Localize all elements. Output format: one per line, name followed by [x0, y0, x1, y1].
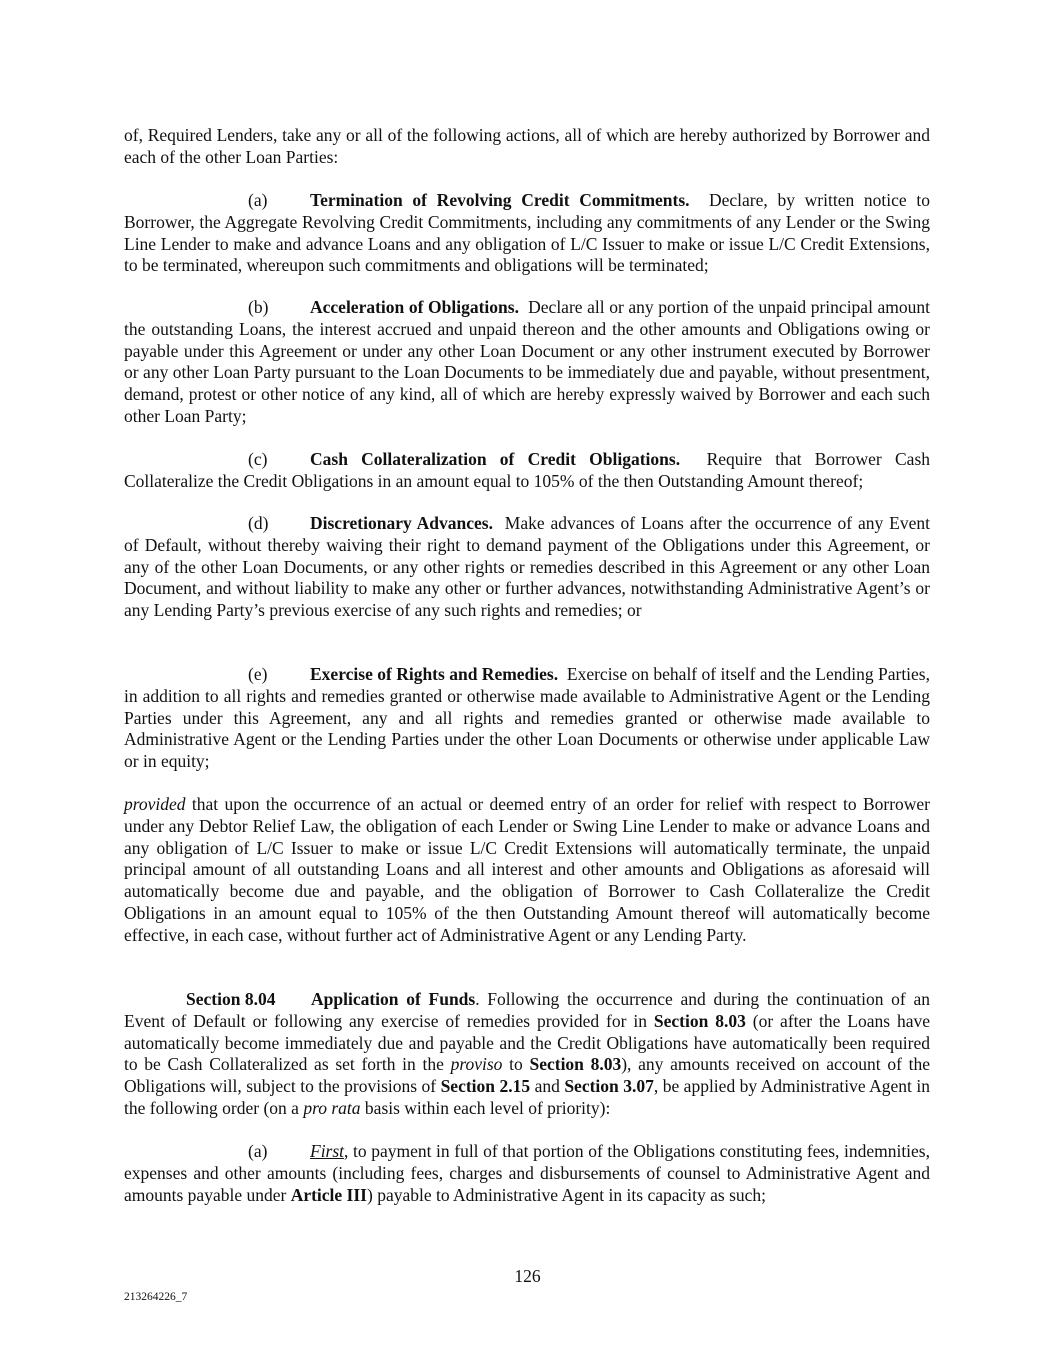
priority-first-paragraph: (a) First, to payment in full of that portion of the Obligations constituting fees, indemnities, expenses and other amounts (including fees, charges and disbursements of counsel to Administrative Agent and amounts payable under Article III) payable to Administrative Agent in its capacity as such; [124, 1141, 930, 1205]
item-heading: Termination of Revolving Credit Commitments. [310, 190, 690, 210]
item-label: (b) [248, 297, 269, 317]
item-body: Exercise on behalf of itself and the Lending Parties, in addition to all rights and remedies granted or otherwise made available to Administrative Agent or the Lending Parties under this Agreement, any and all rights and remedies granted or otherwise made available to Administrative Agent or the Lending Parties under the other Loan Documents or otherwise under applicable Law or in equity; [124, 664, 930, 772]
intro-paragraph: of, Required Lenders, take any or all of the following actions, all of which are hereby authorized by Borrower and each of the other Loan Parties: [124, 125, 930, 167]
item-e-paragraph [124, 664, 930, 773]
item-body: Make advances of Loans after the occurrence of any Event of Default, without thereby waiving their right to demand payment of the Obligations under this Agreement, or any of the other Loan Documents, or any other rights or remedies described in this Agreement or any other Loan Document, and without liability to make any other or further advances, notwithstanding Administrative Agent’s or any Lending Party’s previous exercise of any such rights and remedies; or [124, 513, 931, 621]
item-heading: Cash Collateralization of Credit Obligations. [310, 449, 681, 469]
item-d-paragraph [124, 513, 930, 622]
item-heading: Exercise of Rights and Remedies. [310, 664, 559, 684]
page-number: 126 [514, 1266, 541, 1286]
section-reference: Section 8.03 [653, 1010, 746, 1031]
item-heading: Acceleration of Obligations. [310, 297, 519, 317]
proviso-lead: provided [124, 794, 186, 814]
item-a-paragraph [124, 190, 930, 277]
item-label: (a) [248, 190, 268, 210]
section-reference: Section 8.03 [529, 1054, 622, 1075]
proviso-paragraph: provided that upon the occurrence of an actual or deemed entry of an order for relief with respect to Borrower under any Debtor Relief Law, the obligation of each Lender or Swing Line Lender to make or advance Loans and any obligation of L/C Issuer to make or issue L/C Credit Extensions will automatically terminate, the unpaid principal amount of all outstanding Loans and all interest and other amounts and Obligations as aforesaid will automatically become due and payable, and the obligation of Borrower to Cash Collateralize the Credit Obligations in an amount equal to 105% of the then Outstanding Amount thereof will automatically become effective, in each case, without further act of Administrative Agent or any Lending Party. [124, 794, 931, 945]
section-reference: Section 3.07 [564, 1076, 654, 1097]
section-number: Section 8.04 [186, 989, 276, 1009]
item-body: Require that Borrower Cash Collateralize the Credit Obligations in an amount equal to 105% of the then Outstanding Amount thereof; [124, 449, 931, 491]
item-b-paragraph [124, 297, 930, 428]
section-reference: Section 2.15 [440, 1076, 531, 1097]
priority-first-label: First [310, 1141, 345, 1161]
article-reference: Article III [290, 1184, 367, 1205]
item-label: (c) [248, 449, 268, 469]
item-body: Declare, by written notice to Borrower, the Aggregate Revolving Credit Commitments, including any commitments of any Lender or the Swing Line Lender to make and advance Loans and any obligation of L/C Issuer to make or issue L/C Credit Extensions, to be terminated, whereupon such commitments and obligations will be terminated; [124, 190, 930, 276]
item-heading: Discretionary Advances. [310, 513, 493, 533]
item-body: Declare all or any portion of the unpaid principal amount the outstanding Loans, the interest accrued and unpaid thereon and the other amounts and Obligations owing or payable under this Agreement or under any other Loan Document or any other instrument executed by Borrower or any other Loan Party pursuant to the Loan Documents to be immediately due and payable, without presentment, demand, protest or other notice of any kind, all of which are hereby expressly waived by Borrower and each such other Loan Party; [124, 297, 931, 426]
item-label: (d) [248, 513, 269, 533]
item-label: (e) [248, 664, 268, 684]
item-label: (a) [248, 1141, 268, 1161]
document-id: 213264226_7 [124, 1291, 188, 1303]
section-8-04-paragraph: Section 8.04 Application of Funds. Following the occurrence and during the continuation of an Event of Default or following any exercise of remedies provided for in Section 8.03 (or after the Loans have automatically become immediately due and payable and the Credit Obligations have automatically been required to be Cash Collateralized as set forth in the proviso to Section 8.03), any amounts received on account of the Obligations will, subject to the provisions of Section 2.15 and Section 3.07, be applied by Administrative Agent in the following order (on a pro rata basis within each level of priority): [124, 989, 931, 1118]
item-c-paragraph [124, 449, 930, 493]
section-title: Application of Funds [311, 989, 476, 1009]
